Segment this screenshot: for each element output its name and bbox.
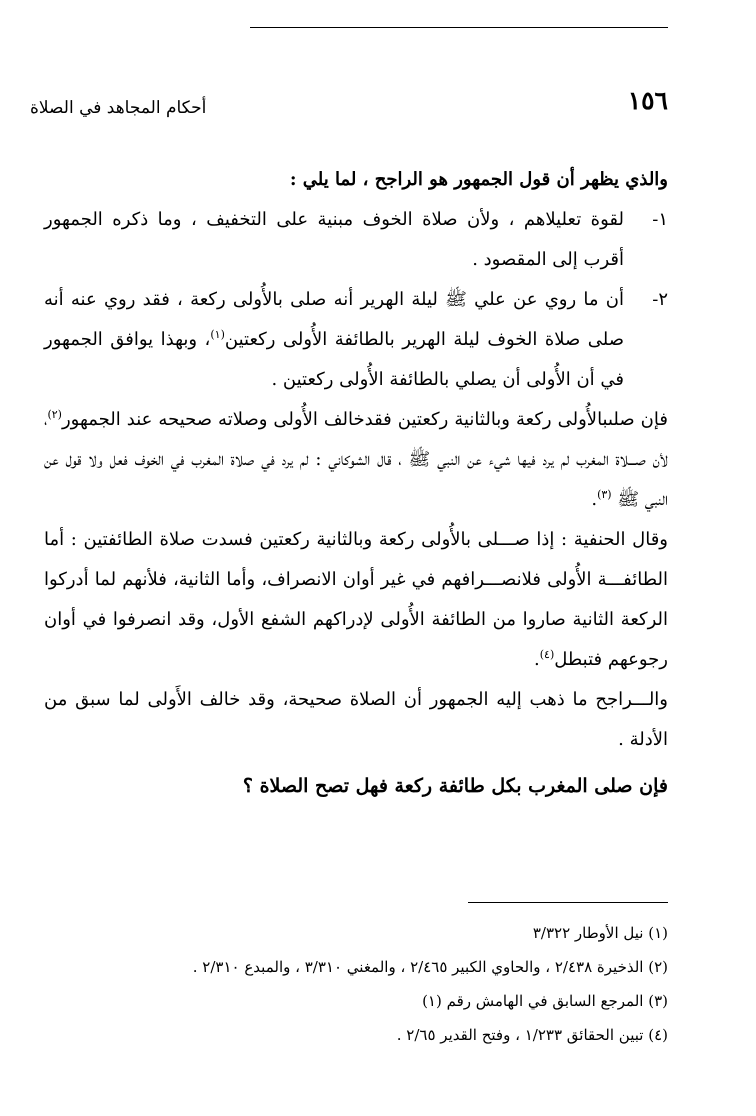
list-item-number: ١- [652, 209, 668, 230]
paragraph-text: . [591, 489, 598, 510]
paragraph-text: فإن صلىبالأُولى ركعة وبالثانية ركعتين فقدخالف الأُولى وصلاته صحيحه عند الجمهور [61, 409, 668, 430]
footnote: (٢) الذخيرة ٢/٤٣٨ ، والحاوي الكبير ٢/٤٦٥ ، والمغني ٣/٣١٠ ، والمبدع ٢/٣١٠ . [192, 958, 668, 976]
footnote-ref: (١) [210, 328, 225, 341]
list-item-number: ٢- [652, 289, 668, 310]
paragraph-text: ، لأن صـــلاة المغرب لم يرد فيها شيء عن النبي ﷺ ، قال الشوكاني : لم يرد في صلاة المغرب في الخوف فعل ولا قول عن النبي ﷺ [44, 409, 668, 510]
paragraph [44, 520, 668, 680]
list-item-text: أن ما روي عن علي ﷺ ليلة الهرير أنه صلى بالأُولى ركعة ، فقد روي عنه أنه صلى صلاة الخوف ليلة الهرير بالطائفة الأُولى ركعتين [44, 289, 625, 350]
paragraph-text: وقال الحنفية : إذا صـــلى بالأُولى ركعة وبالثانية ركعتين فسدت صلاة الطائفتين : أما الطائفـــة الأُولى فلانصـــرافهم في غير أوان الانصراف، وأما الثانية، فلأنهم لما أدركوا الركعة الثانية صاروا من الطائفة الأُولى لإدراكهم الشفع الأول، وقد انصرفوا في أوان رجوعهم فتبطل [44, 529, 669, 670]
footnote-ref: (٣) [597, 488, 612, 501]
footnotes [44, 916, 668, 1052]
list-item-text: ، وبهذا يوافق الجمهور في أن الأُولى أن يصلي بالطائفة الأُولى ركعتين . [44, 329, 624, 390]
footnote-ref: (٢) [47, 408, 62, 421]
running-title: أحكام المجاهد في الصلاة [30, 98, 207, 118]
footnote-ref: (٤) [539, 648, 555, 661]
lead-sentence: والذي يظهر أن قول الجمهور هو الراجح ، لما يلي : [289, 169, 668, 190]
paragraph-text: . [534, 649, 540, 670]
footnote-rule [468, 902, 668, 903]
footnote: (١) نيل الأوطار ٣/٣٢٢ [532, 924, 668, 942]
page-header [30, 86, 668, 126]
main-text [44, 160, 668, 806]
list-item [44, 280, 668, 400]
list-item [44, 200, 668, 280]
paragraph: والـــراجح ما ذهب إليه الجمهور أن الصلاة صحيحة، وقد خالف الأَولى لما سبق من الأدلة . [44, 689, 668, 750]
header-rule [250, 27, 668, 28]
paragraph [44, 400, 668, 520]
question-heading: فإن صلى المغرب بكل طائفة ركعة فهل تصح الصلاة ؟ [242, 775, 668, 797]
list-item-text: لقوة تعليلاهم ، ولأن صلاة الخوف مبنية على التخفيف ، وما ذكره الجمهور أقرب إلى المقصود . [44, 209, 624, 270]
footnote: (٤) تبين الحقائق ١/٢٣٣ ، وفتح القدير ٢/٦٥ . [396, 1026, 668, 1044]
footnote: (٣) المرجع السابق في الهامش رقم (١) [422, 992, 668, 1010]
page-number: ١٥٦ [627, 86, 668, 115]
